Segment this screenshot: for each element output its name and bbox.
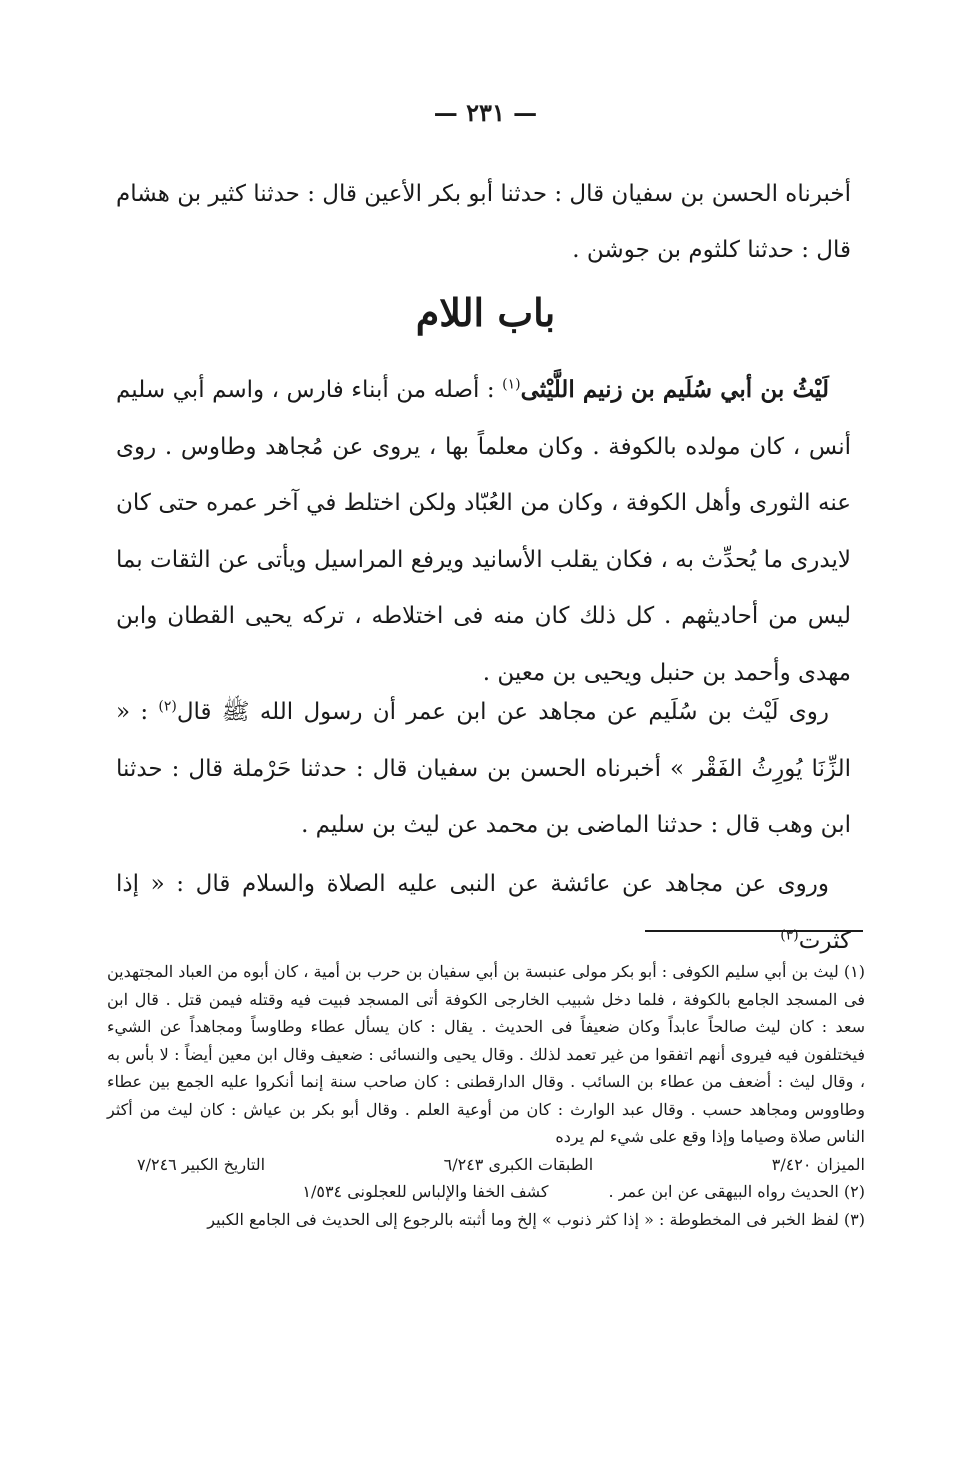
footnote-ref-1[interactable]: (١) [502,376,521,393]
footnote-2 [107,1178,865,1206]
footnote-ref-2[interactable]: (٢) [158,698,177,715]
hadith-2-text: وروى عن مجاهد عن عائشة عن النبى عليه الصلاة والسلام قال : « إذا كثرت [116,871,851,954]
hadith-paragraph-1 [116,684,851,854]
hadith-1-text: : « الزِّنَا يُورِثُ الفَقْر » أخبرناه الحسن بن سفيان قال : حدثنا حَرْملة قال : حدثنا ابن وهب قال : حدثنا الماضى بن محمد عن ليث بن سليم . [116,699,851,838]
narrator-biography: : أصله من أبناء فارس ، واسم أبي سليم أنس ، كان مولده بالكوفة . وكان معلماً بها ، يروى عن مُجاهد وطاوس . روى عنه الثورى وأهل الكوفة ، وكان من العُبّاد ولكن اختلط في آخر عمره حتى كان لايدرى ما يُحدِّث به ، فكان يقلب الأسانيد ويرفع المراسيل ويأتى عن الثقات بما ليس من أحاديثهم . كل ذلك كان منه فى اختلاطه ، تركه يحيى القطان وابن مهدى وأحمد بن حنبل ويحيى بن معين . [116,377,851,686]
intro-paragraph: أخبرناه الحسن بن سفيان قال : حدثنا أبو بكر الأعين قال : حدثنا كثير بن هشام قال : حدثنا كلثوم بن جوشن . [116,181,851,263]
ref-tarikh: التاريخ الكبير ٧/٢٤٦ [137,1154,266,1174]
footnote-2-reference: كشف الخفا والإلباس للعجلونى ١/٥٣٤ [302,1182,549,1201]
footnote-divider [645,930,863,932]
footnote-2-text: (٢) الحديث رواه البيهقى عن ابن عمر . [608,1182,865,1201]
footnote-ref-3[interactable]: (٣) [780,926,799,943]
ref-mizan: الميزان ٣/٤٢٠ [771,1154,865,1174]
chapter-title: باب اللام [415,290,556,335]
footnotes-section [107,958,865,1233]
ref-tabaqat: الطبقات الكبرى ٦/٢٤٣ [443,1154,594,1174]
footnote-3: (٣) لفظ الخبر فى المخطوطة : « إذا كثر ذنوب » إلخ وما أثبته بالرجوع إلى الحديث فى الجامع الكبير [207,1209,865,1229]
narrator-name: لَيْثُ بن أبي سُلَيم بن زنيم اللَّيْثى [520,376,830,403]
footnote-1-references [107,1151,865,1179]
narrator-paragraph [116,362,851,701]
hadith-1-chain: روى لَيْث بن سُلَيم عن مجاهد عن ابن عمر أن رسول الله ﷺ قال [176,699,829,725]
hadith-paragraph-2 [116,856,851,969]
page-number: — ٢٣١ — [433,98,538,127]
footnote-1: (١) ليث بن أبي سليم الكوفى : أبو بكر مولى عنبسة بن أبي سفيان بن حرب بن أمية ، كان أبوه من العباد المجتهدين فى المسجد الجامع بالكوفة ، فلما دخل شبيب الخارجى الكوفة أتى المسجد فبيت فيه وقتله فيمن قتل . قال ابن سعد : كان ليث صالحاً عابداً وكان ضعيفاً فى الحديث . يقال : كان يسأل عطاء وطاوساً ومجاهداً عن الشيء فيختلفون فيه فيروى أنهم اتفقوا من غير تعمد لذلك . وقال يحيى والنسائى : ضعيف وقال ابن معين أيضاً : لا بأس به ، وقال ليث : أضعف من عطاء بن السائب . وقال الدارقطنى : كان صاحب سنة إنما أنكروا عليه الجمع بين عطاء وطاووس ومجاهد حسب . وقال عبد الوارث : كان من أوعية العلم . وقال أبو بكر بن عياش : كان ليث من أكثر الناس صلاة وصياما وإذا وقع على شيء لم يرده [107,962,866,1146]
